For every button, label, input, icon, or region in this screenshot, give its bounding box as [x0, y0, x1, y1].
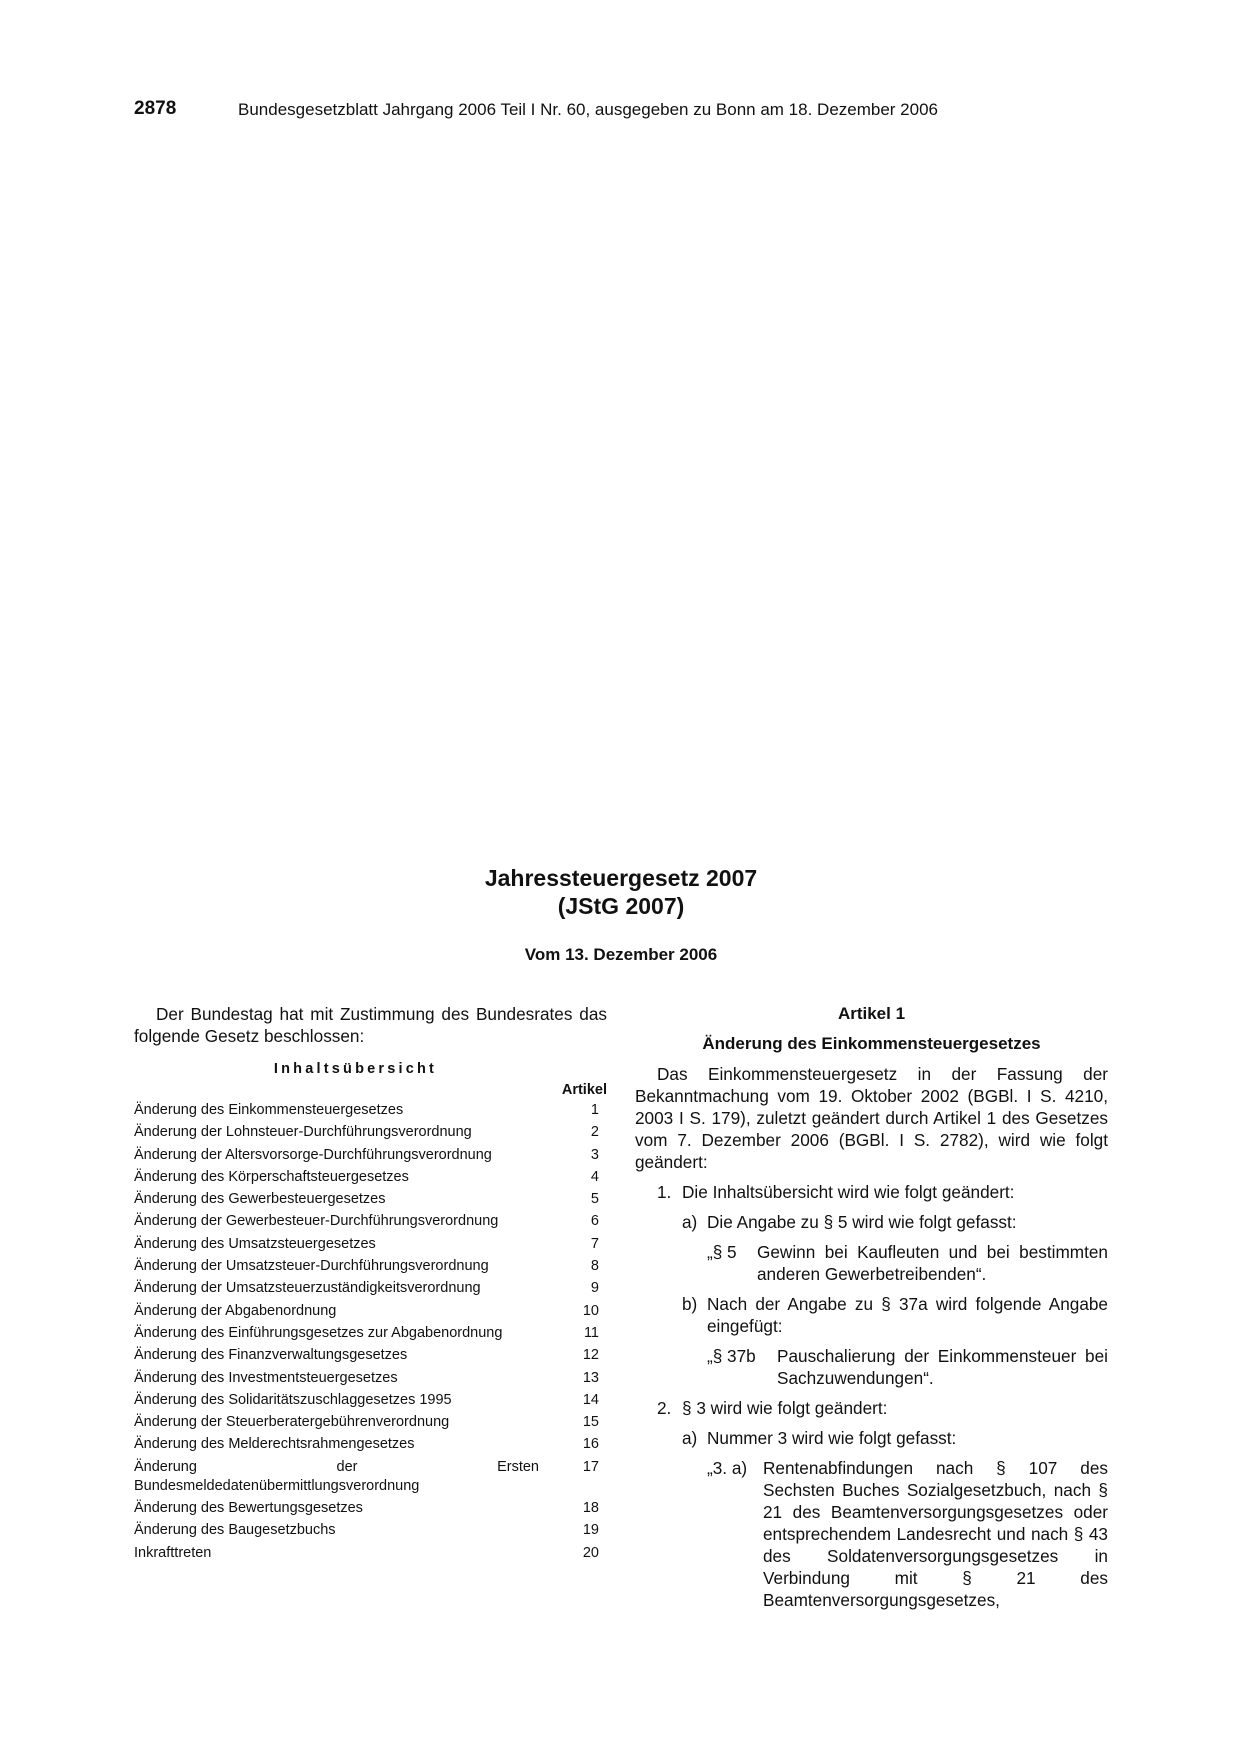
item-label: a)	[682, 1212, 698, 1232]
toc-row-article-number: 9	[590, 1280, 599, 1297]
list-item-1	[635, 1181, 1108, 1203]
law-abbreviation: (JStG 2007)	[557, 893, 685, 919]
toc-row-label: Änderung des Umsatzsteuergesetzes	[134, 1235, 376, 1252]
toc-row	[134, 1346, 607, 1365]
quote-text: Gewinn bei Kaufleuten und bei bestimmten anderen Gewerbetreibenden“.	[757, 1242, 1108, 1284]
toc-row-article-number: 10	[582, 1302, 599, 1319]
toc-row-article-number: 4	[590, 1168, 599, 1185]
item-label: a)	[682, 1428, 698, 1448]
quote-1b	[635, 1345, 1108, 1389]
toc-row-label: Änderung des Melderechtsrahmengesetzes	[134, 1436, 415, 1453]
toc-row	[134, 1146, 607, 1165]
toc-row	[134, 1544, 607, 1563]
toc-row-label: Änderung des Einkommensteuergesetzes	[134, 1102, 404, 1118]
toc-row	[134, 1168, 607, 1187]
toc-row-article-number: 17	[582, 1458, 599, 1475]
page-number: 2878	[134, 98, 177, 119]
toc-row-article-number: 11	[583, 1324, 599, 1341]
toc-row	[134, 1458, 607, 1496]
left-column	[134, 1003, 607, 1566]
toc-row	[134, 1324, 607, 1343]
toc-row-label: Änderung des Solidaritätszuschlaggesetzes 1995	[134, 1391, 452, 1408]
item-text: § 3 wird wie folgt geändert:	[682, 1398, 888, 1418]
article-lead: Das Einkommensteuergesetz in der Fassung der Bekanntmachung vom 19. Oktober 2002 (BGBl. I S. 4210, 2003 I S. 179), zuletzt geändert durch Artikel 1 des Gesetzes vom 7. Dezember 2006 (BGBl. I S. 2782), wird wie folgt geändert:	[635, 1064, 1108, 1172]
toc-row-article-number: 3	[590, 1146, 599, 1163]
toc-row-label: Änderung des Gewerbesteuergesetzes	[134, 1191, 386, 1208]
toc-row-label: Änderung der Altersvorsorge-Durchführungsverordnung	[134, 1146, 492, 1163]
item-number: 1.	[657, 1182, 672, 1202]
article-subheading: Änderung des Einkommensteuergesetzes	[702, 1034, 1041, 1053]
toc-row-label: Inkrafttreten	[134, 1544, 212, 1561]
toc-row	[134, 1369, 607, 1388]
toc-row	[134, 1101, 607, 1120]
toc-row-article-number: 18	[582, 1500, 599, 1517]
toc-column-label: Artikel	[561, 1082, 607, 1098]
toc-row-article-number: 1	[590, 1102, 599, 1118]
item-label: b)	[682, 1294, 698, 1314]
toc-row-label: Änderung der Steuerberatergebührenverordnung	[134, 1414, 450, 1431]
toc-row	[134, 1302, 607, 1321]
law-date: Vom 13. Dezember 2006	[524, 945, 718, 964]
toc-row-label: Änderung der Ersten Bundesmeldedatenübermittlungsverordnung	[134, 1458, 539, 1494]
quote-text: Pauschalierung der Einkommensteuer bei Sachzuwendungen“.	[777, 1346, 1108, 1388]
toc-row-article-number: 7	[590, 1235, 599, 1252]
toc-heading: Inhaltsübersicht	[273, 1061, 438, 1077]
page-header	[134, 98, 1134, 128]
toc-row-label: Änderung des Finanzverwaltungsgesetzes	[134, 1347, 408, 1364]
quote-text: Rentenabfindungen nach § 107 des Sechsten Buches Sozialgesetzbuch, nach § 21 des Beamtenversorgungsgesetzes oder entsprechendem Landesrecht und nach § 43 des Soldatenversorgungsgesetzes in Verbindung mit § 21 des Beamtenversorgungsgesetzes,	[763, 1458, 1108, 1610]
item-text: Nummer 3 wird wie folgt gefasst:	[707, 1428, 957, 1448]
toc-row-label: Änderung des Investmentsteuergesetzes	[134, 1369, 398, 1386]
toc-row-article-number: 6	[590, 1213, 599, 1230]
toc-row-article-number: 15	[582, 1414, 599, 1431]
preamble: Der Bundestag hat mit Zustimmung des Bundesrates das folgende Gesetz beschlossen:	[134, 1004, 607, 1046]
toc-row-article-number: 8	[590, 1258, 599, 1275]
toc-row	[134, 1413, 607, 1432]
quote-1a	[635, 1241, 1108, 1285]
list-item-1a	[635, 1211, 1108, 1233]
table-of-contents	[134, 1101, 607, 1563]
toc-row	[134, 1235, 607, 1254]
toc-row-label: Änderung des Einführungsgesetzes zur Abgabenordnung	[134, 1324, 503, 1341]
toc-row-label: Änderung des Baugesetzbuchs	[134, 1522, 336, 1539]
toc-row-article-number: 14	[582, 1391, 599, 1408]
quote-number: „§ 37b	[707, 1346, 756, 1366]
item-text: Die Inhaltsübersicht wird wie folgt geändert:	[682, 1182, 1015, 1202]
toc-row	[134, 1190, 607, 1209]
toc-row	[134, 1435, 607, 1454]
quote-number: „§ 5	[707, 1242, 737, 1262]
toc-row	[134, 1391, 607, 1410]
toc-row	[134, 1257, 607, 1276]
toc-row	[134, 1212, 607, 1231]
toc-row-article-number: 12	[582, 1347, 599, 1364]
list-item-1b	[635, 1293, 1108, 1337]
toc-row-article-number: 19	[582, 1522, 599, 1539]
toc-row	[134, 1123, 607, 1142]
toc-row-article-number: 13	[582, 1369, 599, 1386]
toc-row-article-number: 20	[582, 1544, 599, 1561]
law-title: Jahressteuergesetz 2007	[484, 865, 758, 891]
toc-row-label: Änderung der Gewerbesteuer-Durchführungsverordnung	[134, 1213, 499, 1230]
right-column	[635, 1003, 1108, 1611]
list-item-2	[635, 1397, 1108, 1419]
quote-2a	[635, 1457, 1108, 1611]
toc-row	[134, 1521, 607, 1540]
gazette-line: Bundesgesetzblatt Jahrgang 2006 Teil I Nr. 60, ausgegeben zu Bonn am 18. Dezember 2006	[238, 100, 938, 119]
toc-row	[134, 1499, 607, 1518]
item-text: Die Angabe zu § 5 wird wie folgt gefasst:	[707, 1212, 1017, 1232]
toc-row-label: Änderung des Bewertungsgesetzes	[134, 1500, 363, 1517]
item-text: Nach der Angabe zu § 37a wird folgende Angabe eingefügt:	[707, 1294, 1108, 1336]
toc-row-article-number: 5	[590, 1191, 599, 1208]
toc-row	[134, 1279, 607, 1298]
quote-number: „3. a)	[707, 1458, 748, 1478]
toc-row-label: Änderung der Lohnsteuer-Durchführungsverordnung	[134, 1124, 472, 1141]
toc-row-article-number: 16	[582, 1436, 599, 1453]
list-item-2a	[635, 1427, 1108, 1449]
toc-row-label: Änderung der Umsatzsteuerzuständigkeitsverordnung	[134, 1280, 481, 1297]
item-number: 2.	[657, 1398, 672, 1418]
toc-row-label: Änderung des Körperschaftsteuergesetzes	[134, 1168, 409, 1185]
toc-row-article-number: 2	[590, 1124, 599, 1141]
article-heading: Artikel 1	[837, 1004, 906, 1023]
toc-row-label: Änderung der Umsatzsteuer-Durchführungsverordnung	[134, 1258, 489, 1275]
toc-row-label: Änderung der Abgabenordnung	[134, 1302, 337, 1319]
